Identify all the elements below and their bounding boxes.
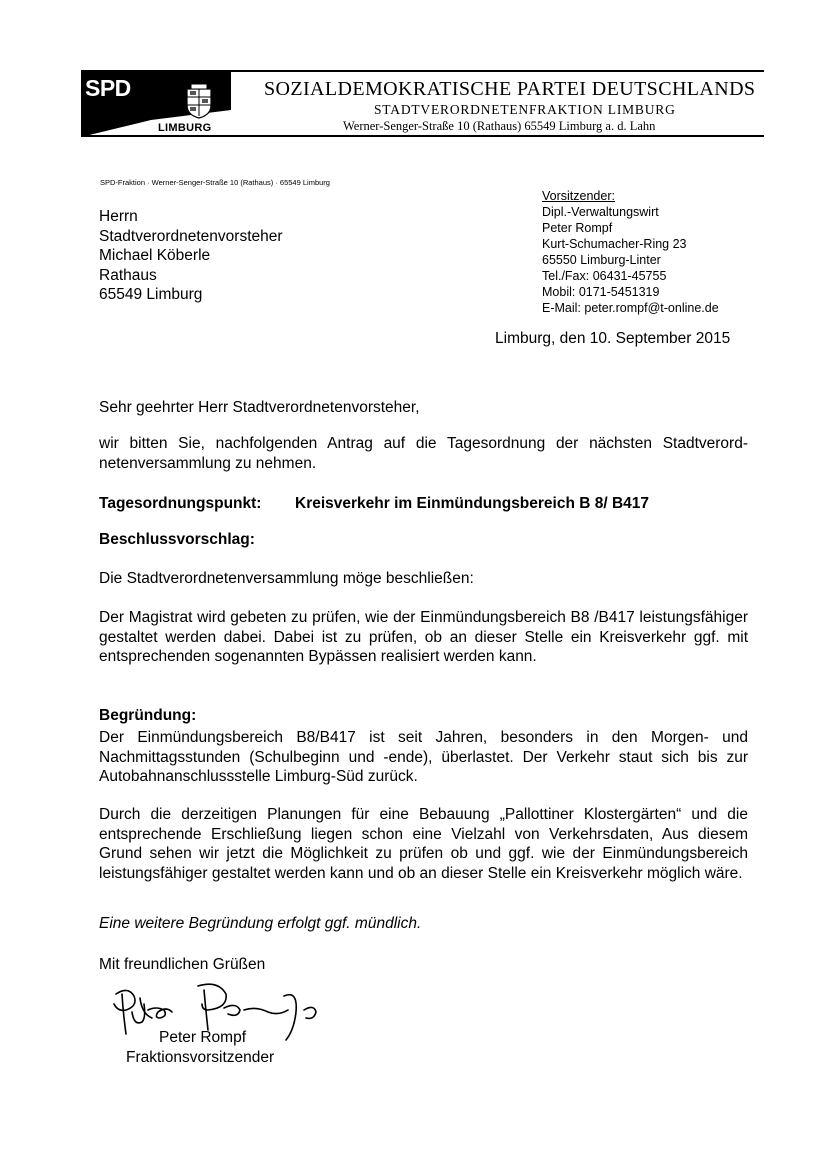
agenda-item-title: Kreisverkehr im Einmündungsbereich B 8/ B417: [295, 495, 650, 512]
recipient-line: Herrn: [99, 208, 138, 225]
contact-line: Peter Rompf: [542, 221, 613, 235]
signer-name: Peter Rompf: [159, 1029, 247, 1046]
reason-heading: Begründung:: [99, 707, 197, 724]
faction-name: STADTVERORDNETENFRAKTION LIMBURG: [374, 102, 676, 117]
letterhead-bottom-rule: [81, 135, 764, 137]
salutation: Sehr geehrter Herr Stadtverordnetenvorsteher,: [99, 399, 420, 416]
closing-greeting: Mit freundlichen Grüßen: [99, 956, 266, 973]
contact-title: Vorsitzender:: [542, 189, 615, 203]
resolution-paragraph: Der Magistrat wird gebeten zu prüfen, wie der Einmündungsbereich B8 /B417 leistungsfähiger gestaltet werden dabei. Dabei ist zu prüfen, ob an dieser Stelle ein Kreisverkehr ggf. mit entsprechenden sogenannten Bypässen realisiert werden kann.: [99, 609, 748, 666]
further-reason-note: Eine weitere Begründung erfolgt ggf. mündlich.: [99, 915, 422, 932]
sender-return-line: SPD-Fraktion · Werner-Senger-Straße 10 (Rathaus) · 65549 Limburg: [100, 178, 330, 187]
resolution-heading: Beschlussvorschlag:: [99, 531, 255, 548]
contact-line: Dipl.-Verwaltungswirt: [542, 205, 659, 219]
city-crest-icon: [185, 83, 213, 119]
resolution-intro: Die Stadtverordnetenversammlung möge beschließen:: [99, 570, 474, 587]
party-name: SOZIALDEMOKRATISCHE PARTEI DEUTSCHLANDS: [264, 78, 756, 100]
contact-email: E-Mail: peter.rompf@t-online.de: [542, 301, 719, 315]
contact-line: Tel./Fax: 06431-45755: [542, 269, 667, 283]
contact-block: [542, 188, 719, 316]
contact-line: Kurt-Schumacher-Ring 23: [542, 237, 687, 251]
recipient-line: Michael Köberle: [99, 247, 211, 265]
agenda-item: [99, 494, 748, 514]
date-line: Limburg, den 10. September 2015: [495, 330, 731, 347]
letterhead: [81, 70, 764, 137]
intro-paragraph: wir bitten Sie, nachfolgenden Antrag auf die Tagesordnung der nächsten Stadtverordnetenversammlung zu nehmen.: [99, 435, 748, 472]
letterhead-city: LIMBURG: [158, 122, 212, 134]
signer-role: Fraktionsvorsitzender: [126, 1049, 275, 1066]
contact-line: 65550 Limburg-Linter: [542, 253, 661, 267]
recipient-line: Stadtverordnetenvorsteher: [99, 227, 283, 245]
recipient-line: Rathaus: [99, 266, 157, 284]
spd-logo-text: SPD: [85, 75, 131, 101]
recipient-line: 65549 Limburg: [99, 286, 203, 304]
recipient-address: [99, 207, 283, 305]
contact-line: Mobil: 0171-5451319: [542, 285, 660, 299]
reason-paragraph: Der Einmündungsbereich B8/B417 ist seit Jahren, besonders in den Morgen- und Nachmittagsstunden (Schulbeginn und -ende), überlastet. Der Verkehr staut sich bis zur Autobahnanschlussstelle Limburg-Süd zurück.: [99, 729, 748, 786]
agenda-item-label: Tagesordnungspunkt:: [99, 495, 262, 512]
faction-address: Werner-Senger-Straße 10 (Rathaus) 65549 Limburg a. d. Lahn: [343, 119, 656, 133]
reason-paragraph: Durch die derzeitigen Planungen für eine Bebauung „Pallottiner Klostergärten“ und die entsprechende Erschließung liegen schon eine Vielzahl von Verkehrsdaten, Aus diesem Grund sehen wir jetzt die Möglichkeit zu prüfen ob und ggf. wie der Einmündungsbereich leistungsfähiger gestaltet werden kann und ob an dieser Stelle ein Kreisverkehr möglich wäre.: [99, 806, 748, 882]
